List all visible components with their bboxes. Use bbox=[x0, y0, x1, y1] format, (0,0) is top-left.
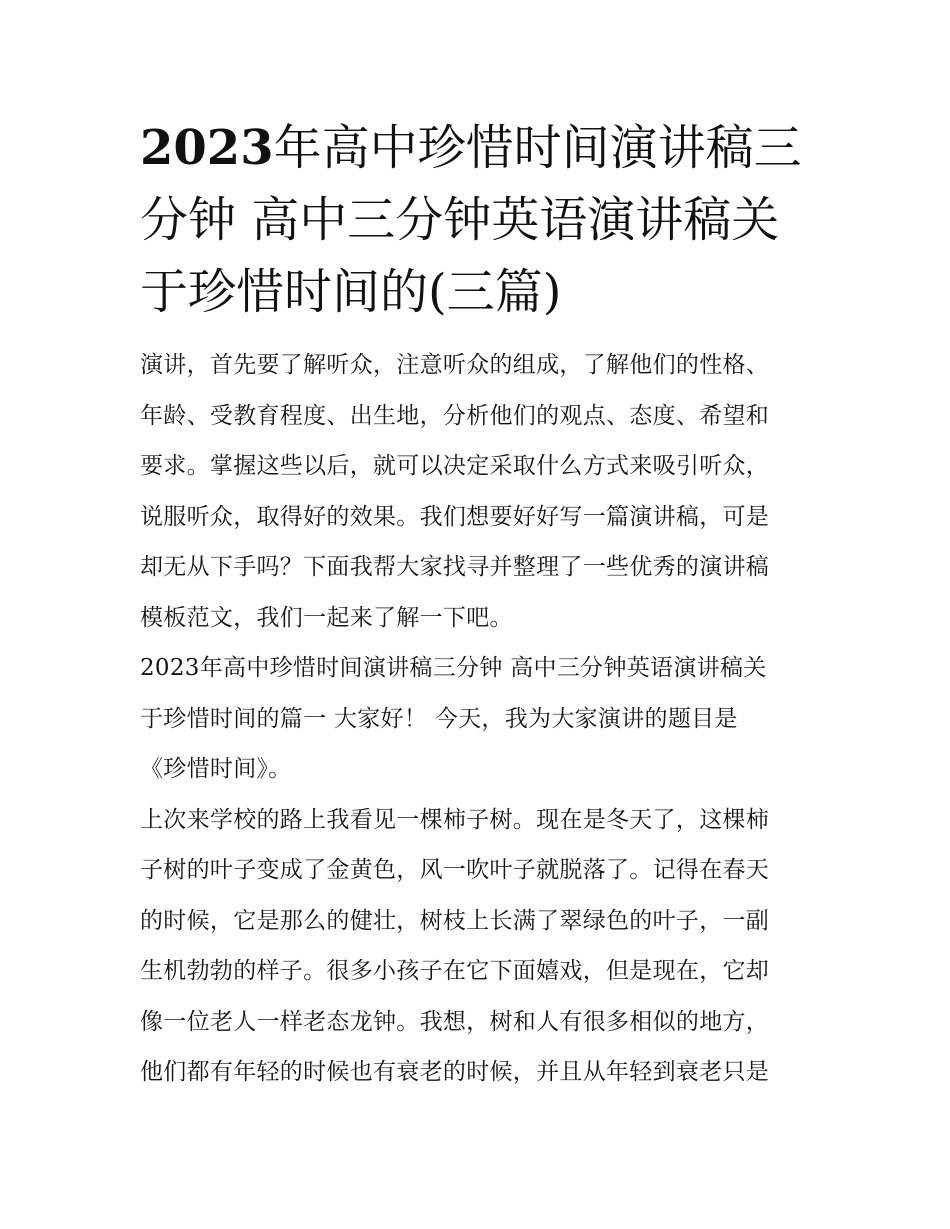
paragraph-line: 2023年高中珍惜时间演讲稿三分钟 高中三分钟英语演讲稿关 bbox=[140, 655, 767, 681]
paragraph-line: 他们都有年轻的时候也有衰老的时候，并且从年轻到衰老只是 bbox=[140, 1059, 770, 1085]
paragraph-line: 子树的叶子变成了金黄色，风一吹叶子就脱落了。记得在春天 bbox=[140, 857, 770, 883]
title-line-1-text: 年高中珍惜时间演讲稿三 bbox=[273, 120, 802, 176]
section-heading-paragraph bbox=[140, 643, 812, 795]
title-line-1 bbox=[140, 112, 812, 184]
intro-paragraph bbox=[140, 340, 812, 643]
paragraph-line: 演讲，首先要了解听众，注意听众的组成，了解他们的性格、 bbox=[140, 352, 770, 378]
title-year: 2023 bbox=[140, 120, 274, 176]
story-paragraph bbox=[140, 795, 812, 1098]
paragraph-line: 却无从下手吗？下面我帮大家找寻并整理了一些优秀的演讲稿 bbox=[140, 554, 770, 580]
title-line-3: 于珍惜时间的(三篇) bbox=[140, 264, 562, 320]
paragraph-line: 年龄、受教育程度、出生地，分析他们的观点、态度、希望和 bbox=[140, 402, 770, 429]
paragraph-line: 于珍惜时间的篇一 大家好！ 今天，我为大家演讲的题目是 bbox=[140, 705, 738, 732]
paragraph-line: 生机勃勃的样子。很多小孩子在它下面嬉戏，但是现在，它却 bbox=[140, 958, 770, 984]
paragraph-line: 说服听众，取得好的效果。我们想要好好写一篇演讲稿，可是 bbox=[140, 503, 770, 530]
paragraph-line: 《珍惜时间》。 bbox=[140, 756, 292, 782]
paragraph-line: 像一位老人一样老态龙钟。我想，树和人有很多相似的地方， bbox=[140, 1008, 770, 1035]
paragraph-line: 要求。掌握这些以后，就可以决定采取什么方式来吸引听众， bbox=[140, 453, 770, 479]
title-line-2: 分钟 高中三分钟英语演讲稿关 bbox=[140, 192, 780, 248]
document-content bbox=[140, 112, 812, 1098]
document-title bbox=[140, 112, 812, 328]
paragraph-line: 模板范文，我们一起来了解一下吧。 bbox=[140, 604, 513, 631]
paragraph-line: 上次来学校的路上我看见一棵柿子树。现在是冬天了，这棵柿 bbox=[140, 806, 770, 833]
document-body bbox=[140, 340, 812, 1098]
paragraph-line: 的时候，它是那么的健壮，树枝上长满了翠绿色的叶子，一副 bbox=[140, 907, 770, 934]
